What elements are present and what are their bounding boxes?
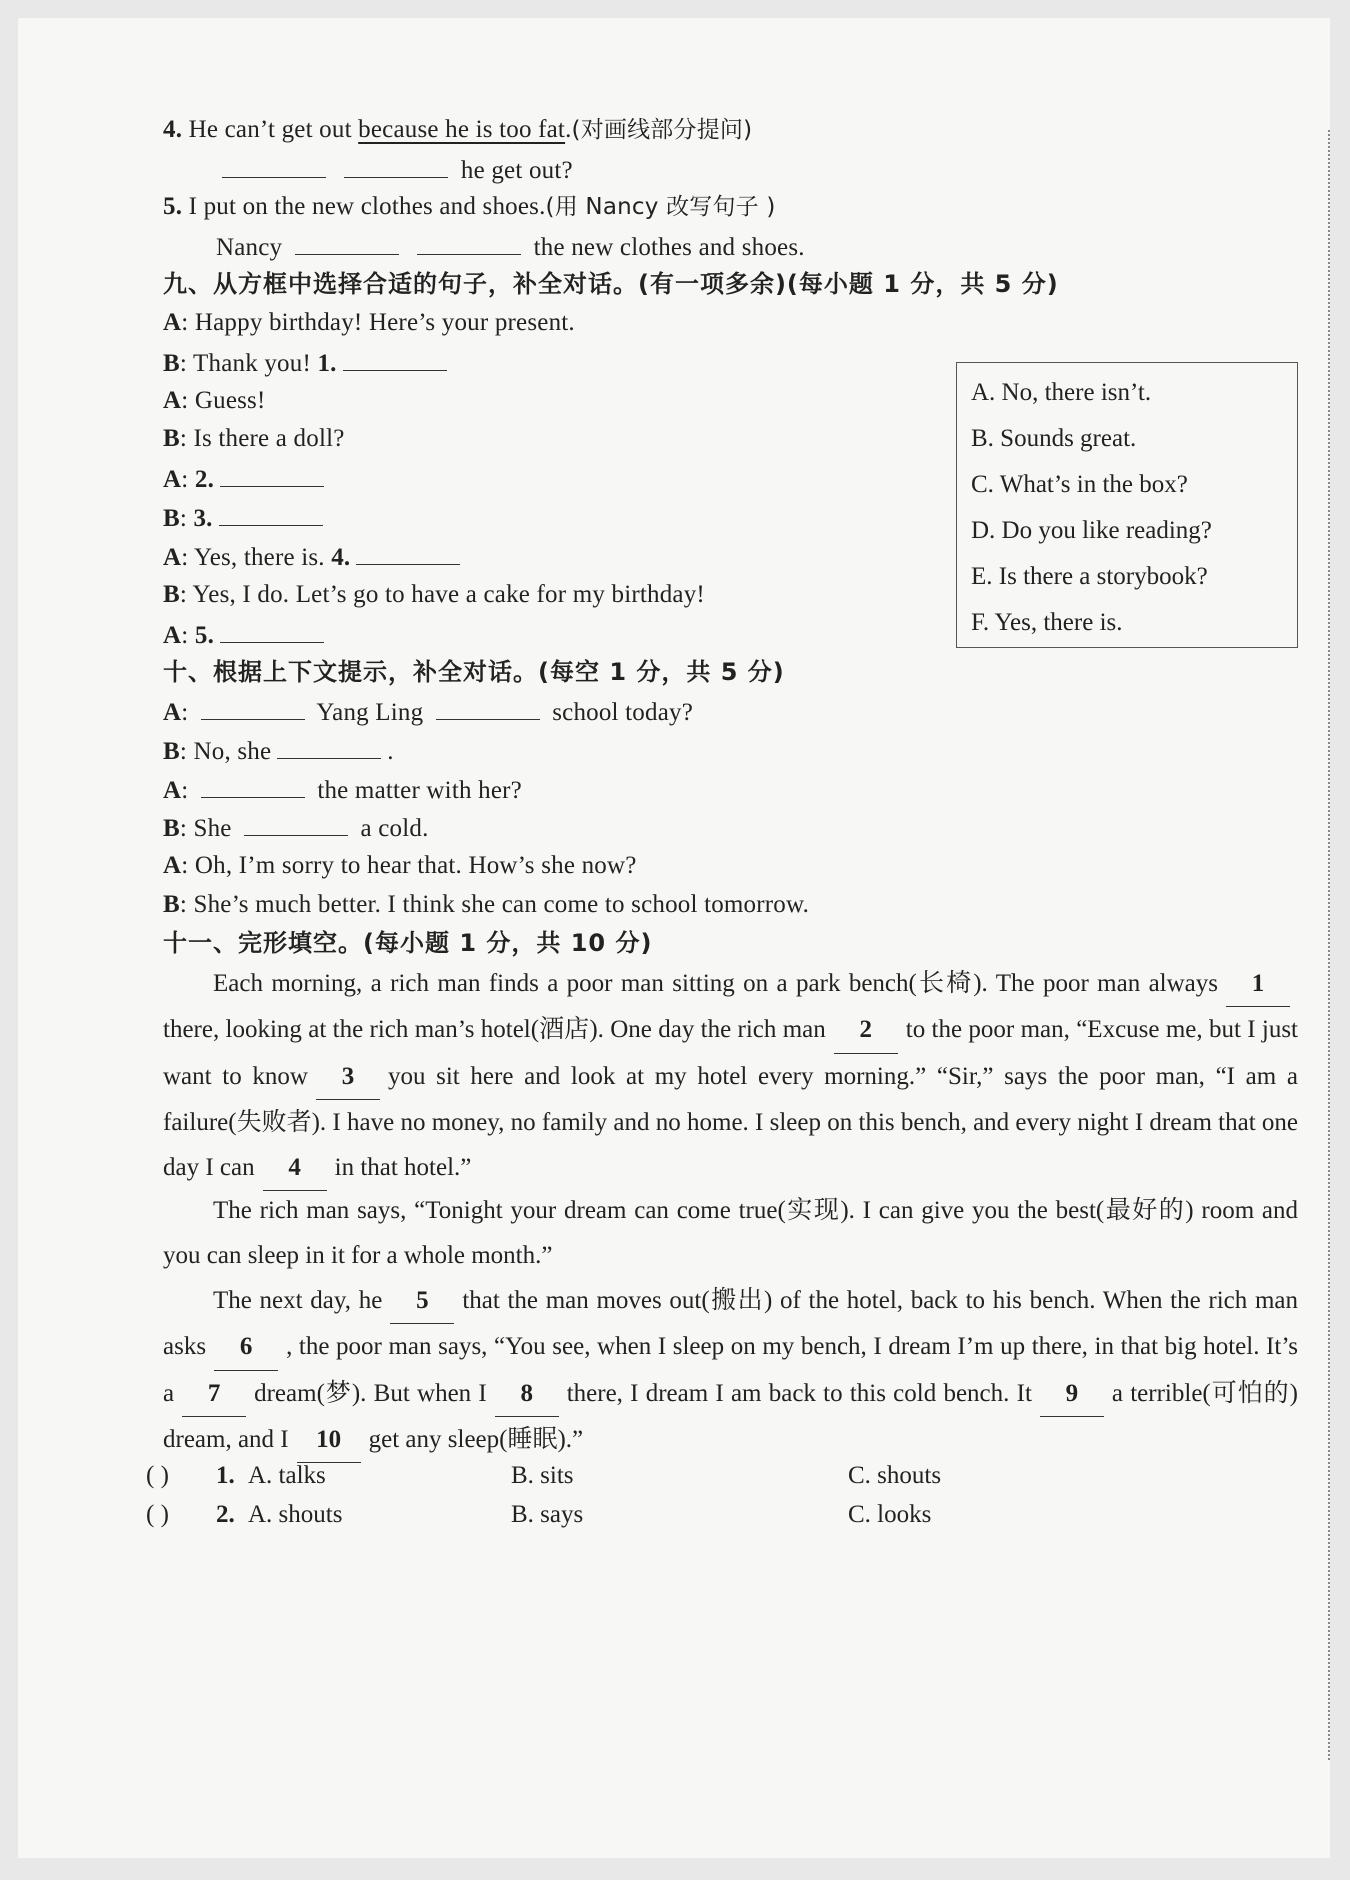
choice-b[interactable]: B. says [511, 1501, 584, 1528]
dialogue-line: B: She a cold. [163, 811, 429, 845]
dialogue-line: B: Thank you! 1. [163, 346, 453, 380]
cloze-paragraph-1: Each morning, a rich man finds a poor man sitting on a park bench(长椅). The poor man always 1there, looking at the rich man’s hotel(酒店). One day the rich man 2 to the poor man, “Excuse me, but I just want to know 3 you sit here and look at my hotel every morning.” “Sir,” says the poor man, “I am a failure(失败者). I have no money, no family and no home. I sleep on this bench, and every night I dream that one day I can 4 in that hotel.” [163, 961, 1298, 1191]
choice-a[interactable]: A. shouts [248, 1501, 343, 1528]
answer-blank[interactable] [201, 773, 305, 798]
cloze-blank[interactable]: 3 [316, 1054, 380, 1100]
option-b: B. Sounds great. [971, 425, 1137, 452]
cloze-blank[interactable]: 4 [263, 1145, 327, 1191]
instruction-cn: (用 Nancy 改写句子 ) [545, 194, 776, 220]
margin-dotted-rule [1328, 130, 1330, 1760]
options-box [956, 362, 1298, 648]
section-9-header: 九、从方框中选择合适的句子，补全对话。(有一项多余)(每小题 1 分，共 5 分) [163, 270, 1059, 298]
choice-number: 1. [216, 1462, 235, 1489]
section-10-header: 十、根据上下文提示，补全对话。(每空 1 分，共 5 分) [163, 658, 785, 686]
answer-blank[interactable] [220, 618, 324, 643]
cloze-blank[interactable]: 10 [297, 1417, 361, 1463]
choice-number: 2. [216, 1501, 235, 1528]
question-s8-5: 5. I put on the new clothes and shoes.(用 Nancy 改写句子 ) [163, 193, 776, 220]
question-number: 4. [163, 116, 183, 143]
answer-blank[interactable] [277, 734, 381, 759]
dialogue-line: B: 3. [163, 501, 329, 535]
dialogue-line: A: Happy birthday! Here’s your present. [163, 309, 575, 336]
dialogue-line: A: Yang Ling school today? [163, 695, 693, 729]
answer-blank[interactable] [244, 811, 348, 836]
cloze-paragraph-2: The rich man says, “Tonight your dream can come true(实现). I can give you the best(最好的) room and you can sleep in it for a whole month.” [163, 1197, 1298, 1270]
answer-blank[interactable] [417, 230, 521, 255]
instruction-cn: (对画线部分提问) [571, 117, 753, 143]
dialogue-line: B: Is there a doll? [163, 425, 345, 452]
cloze-blank[interactable]: 1 [1226, 961, 1290, 1007]
option-d: D. Do you like reading? [971, 517, 1212, 544]
cloze-blank[interactable]: 8 [495, 1371, 559, 1417]
choice-c[interactable]: C. shouts [848, 1462, 942, 1489]
dialogue-line: B: Yes, I do. Let’s go to have a cake for my birthday! [163, 581, 705, 608]
answer-blank[interactable] [201, 695, 305, 720]
dialogue-line: B: No, she . [163, 734, 394, 768]
choice-c[interactable]: C. looks [848, 1501, 932, 1528]
option-f: F. Yes, there is. [971, 609, 1123, 636]
cloze-blank[interactable]: 2 [834, 1007, 898, 1053]
dialogue-line: A: Oh, I’m sorry to hear that. How’s she now? [163, 852, 637, 879]
dialogue-line: A: 5. [163, 618, 330, 652]
answer-blank[interactable] [344, 153, 448, 178]
question-number: 5. [163, 193, 183, 220]
answer-blank[interactable] [343, 346, 447, 371]
option-c: C. What’s in the box? [971, 471, 1188, 498]
cloze-blank[interactable]: 6 [214, 1324, 278, 1370]
answer-blank[interactable] [295, 230, 399, 255]
option-a: A. No, there isn’t. [971, 379, 1152, 406]
answer-blank[interactable] [220, 462, 324, 487]
answer-paren[interactable]: ( ) [146, 1501, 169, 1528]
choice-b[interactable]: B. sits [511, 1462, 574, 1489]
cloze-paragraph-3: The next day, he 5 that the man moves out(搬出) of the hotel, back to his bench. When the rich man asks 6 , the poor man says, “You see, when I sleep on my bench, I dream I’m up there, in that big hotel. It’s a 7 dream(梦). But when I 8 there, I dream I am back to this cold bench. It 9 a terrible(可怕的) dream, and I 10 get any sleep(睡眠).” [163, 1278, 1298, 1463]
cloze-blank[interactable]: 7 [182, 1371, 246, 1417]
option-e: E. Is there a storybook? [971, 563, 1208, 590]
worksheet-page [18, 18, 1330, 1858]
dialogue-line: A: Yes, there is. 4. [163, 540, 466, 574]
answer-blank[interactable] [356, 540, 460, 565]
answer-blank[interactable] [436, 695, 540, 720]
underlined-part: because he is too fat [358, 116, 566, 143]
choice-a[interactable]: A. talks [248, 1462, 326, 1489]
dialogue-line: A: the matter with her? [163, 773, 522, 807]
question-s8-4: 4. He can’t get out because he is too fat.(对画线部分提问) [163, 116, 753, 143]
cloze-blank[interactable]: 5 [390, 1278, 454, 1324]
dialogue-line: B: She’s much better. I think she can come to school tomorrow. [163, 891, 810, 918]
answer-line-s8-4: he get out? [216, 153, 573, 187]
dialogue-line: A: 2. [163, 462, 330, 496]
section-11-header: 十一、完形填空。(每小题 1 分，共 10 分) [163, 929, 653, 957]
answer-blank[interactable] [219, 501, 323, 526]
cloze-blank[interactable]: 9 [1040, 1371, 1104, 1417]
dialogue-line: A: Guess! [163, 387, 266, 414]
answer-line-s8-5: Nancy the new clothes and shoes. [216, 230, 805, 264]
answer-blank[interactable] [222, 153, 326, 178]
answer-paren[interactable]: ( ) [146, 1462, 169, 1489]
